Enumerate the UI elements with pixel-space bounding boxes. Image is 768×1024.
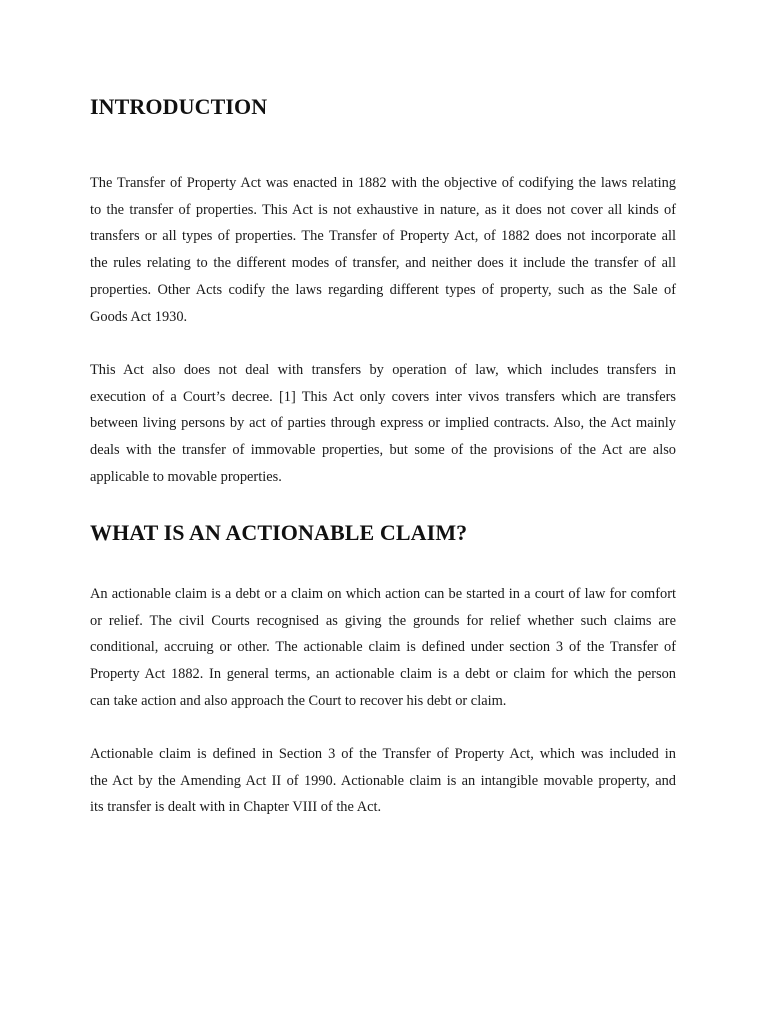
- text-line: the Act by the Amending Act II of 1990. Actionable claim is an intangible movable property, and: [90, 772, 676, 789]
- text-line: or relief. The civil Courts recognised as giving the grounds for relief whether such claims are: [90, 612, 676, 629]
- paragraph-intro-1: [90, 170, 676, 330]
- section-heading-actionable-claim: WHAT IS AN ACTIONABLE CLAIM?: [90, 520, 468, 545]
- text-line: properties. Other Acts codify the laws regarding different types of property, such as the Sale of: [90, 281, 676, 298]
- text-line: conditional, accruing or other. The actionable claim is defined under section 3 of the Transfer of: [90, 639, 676, 656]
- text-line: Actionable claim is defined in Section 3 of the Transfer of Property Act, which was included in: [90, 746, 676, 762]
- section-heading-introduction: INTRODUCTION: [90, 94, 268, 119]
- text-line: Goods Act 1930.: [90, 308, 188, 325]
- paragraph-actionable-2: [90, 741, 676, 821]
- text-line: its transfer is dealt with in Chapter VIII of the Act.: [90, 799, 382, 816]
- text-line: deals with the transfer of immovable properties, but some of the provisions of the Act are also: [90, 442, 676, 459]
- text-line: This Act also does not deal with transfers by operation of law, which includes transfers in: [90, 362, 676, 378]
- text-line: can take action and also approach the Court to recover his debt or claim.: [90, 692, 507, 709]
- text-line: applicable to movable properties.: [90, 468, 282, 485]
- text-line: between living persons by act of parties through express or implied contracts. Also, the Act mainly: [90, 415, 676, 432]
- paragraph-intro-2: [90, 357, 676, 491]
- text-line: The Transfer of Property Act was enacted in 1882 with the objective of codifying the laws relating: [90, 175, 676, 191]
- text-line: An actionable claim is a debt or a claim on which action can be started in a court of law for comfort: [90, 586, 676, 602]
- text-line: execution of a Court’s decree. [1] This Act only covers inter vivos transfers which are transfers: [90, 388, 676, 405]
- paragraph-actionable-1: [90, 581, 676, 715]
- text-line: transfers or all types of properties. The Transfer of Property Act, of 1882 does not incorporate all: [90, 228, 676, 245]
- text-line: to the transfer of properties. This Act is not exhaustive in nature, as it does not cover all kinds of: [90, 201, 676, 218]
- text-line: the rules relating to the different modes of transfer, and neither does it include the transfer of all: [90, 255, 676, 272]
- text-line: Property Act 1882. In general terms, an actionable claim is a debt or claim for which the person: [90, 666, 676, 683]
